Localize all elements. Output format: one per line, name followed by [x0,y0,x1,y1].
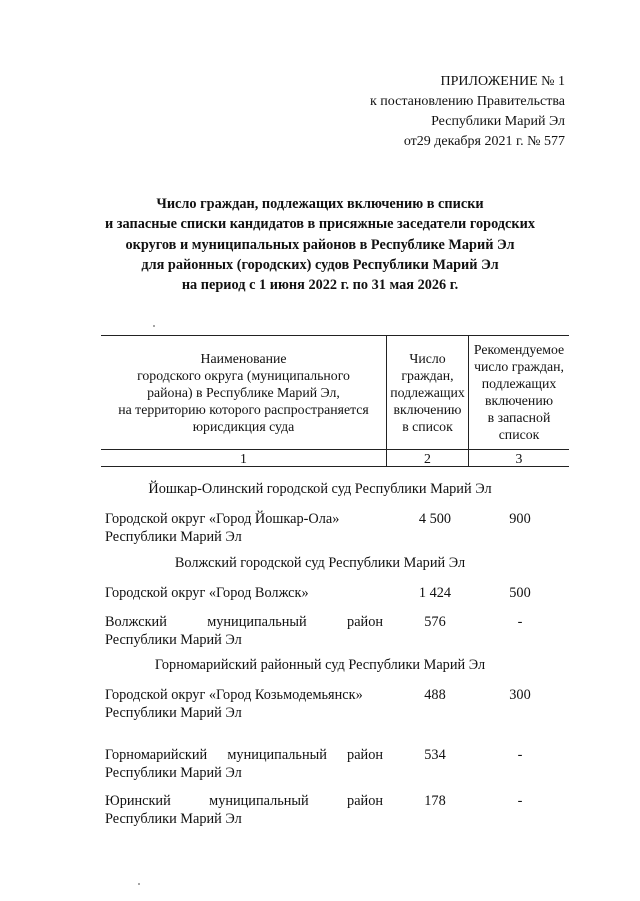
district-name [105,686,383,722]
header-text: подлежащих [481,376,557,391]
document-title [80,194,560,295]
column-number-3: 3 [515,450,523,466]
district-name-line: Юринский муниципальный район [105,793,383,809]
district-name-line: Городской округ «Город Волжск» [105,585,309,601]
table-header [101,335,569,467]
title-line: Число граждан, подлежащих включению в списки [156,196,484,212]
appendix-date-line: от29 декабря 2021 г. № 577 [403,134,565,149]
header-text: включению [484,393,554,408]
table-bottom-rule [101,466,569,467]
title-line: и запасные списки кандидатов в присяжные заседатели городских [104,216,536,233]
header-text: района) в Республике Марий Эл, [147,384,340,400]
citizen-count: 178 [424,793,446,809]
court-heading: Волжский городской суд Республики Марий Эл [174,555,466,571]
header-text: Число [409,350,446,366]
header-text: граждан, [401,367,454,383]
citizen-count: 576 [424,614,446,630]
district-name [105,510,383,546]
scan-speck [138,883,140,885]
reserve-count: - [517,747,523,763]
district-name-line: Городской округ «Город Козьмодемьянск» [105,687,363,703]
district-name-line: Республики Марий Эл [105,705,242,721]
header-text: Рекомендуемое [473,342,565,357]
reserve-count: - [517,793,523,809]
appendix-block [305,72,565,152]
citizen-count: 1 424 [418,585,452,601]
header-text: в запасной [487,410,551,425]
reserve-count: 300 [509,687,531,703]
title-line: для районных (городских) судов Республики Марий Эл [141,256,499,273]
citizen-count: 488 [424,687,446,703]
court-heading: Горномарийский районный суд Республики Марий Эл [154,657,486,673]
district-name-line: Городской округ «Город Йошкар-Ола» [105,511,340,527]
district-name-line: Волжский муниципальный район [105,614,383,630]
header-text: на территорию которого распространяется [118,401,369,417]
appendix-resolution-line: к постановлению Правительства [369,94,565,109]
district-name [105,746,383,782]
district-name [105,613,383,649]
header-text: число граждан, [474,359,564,374]
citizen-count: 4 500 [418,511,452,527]
scan-speck [153,325,155,327]
appendix-title: ПРИЛОЖЕНИЕ № 1 [440,74,565,89]
title-line: на период с 1 июня 2022 г. по 31 мая 2026 г. [181,277,459,294]
header-cell-count [387,335,468,449]
header-cell-reserve [469,335,569,449]
column-number-2: 2 [424,450,431,466]
district-name-line: Республики Марий Эл [105,632,242,648]
court-heading: Йошкар-Олинский городской суд Республики Марий Эл [148,481,492,497]
header-text: Наименование [200,350,287,366]
header-text: юрисдикция суда [192,418,295,434]
district-name [105,792,383,828]
citizen-count: 534 [424,747,446,763]
header-text: городского округа (муниципального [137,367,350,383]
district-name [105,584,383,602]
district-name-line: Республики Марий Эл [105,529,242,545]
district-name-line: Горномарийский муниципальный район [105,747,383,763]
reserve-count: - [517,614,523,630]
reserve-count: 900 [509,511,531,527]
header-text: подлежащих [390,384,465,400]
reserve-count: 500 [509,585,531,601]
title-line: округов и муниципальных районов в Республике Марий Эл [125,236,515,253]
header-cell-name [101,335,386,449]
district-name-line: Республики Марий Эл [105,811,242,827]
header-text: список [498,427,540,442]
column-number-1: 1 [240,450,247,466]
header-text: включению [393,401,462,417]
district-name-line: Республики Марий Эл [105,765,242,781]
header-text: в список [402,418,453,434]
appendix-republic-line: Республики Марий Эл [431,114,565,129]
